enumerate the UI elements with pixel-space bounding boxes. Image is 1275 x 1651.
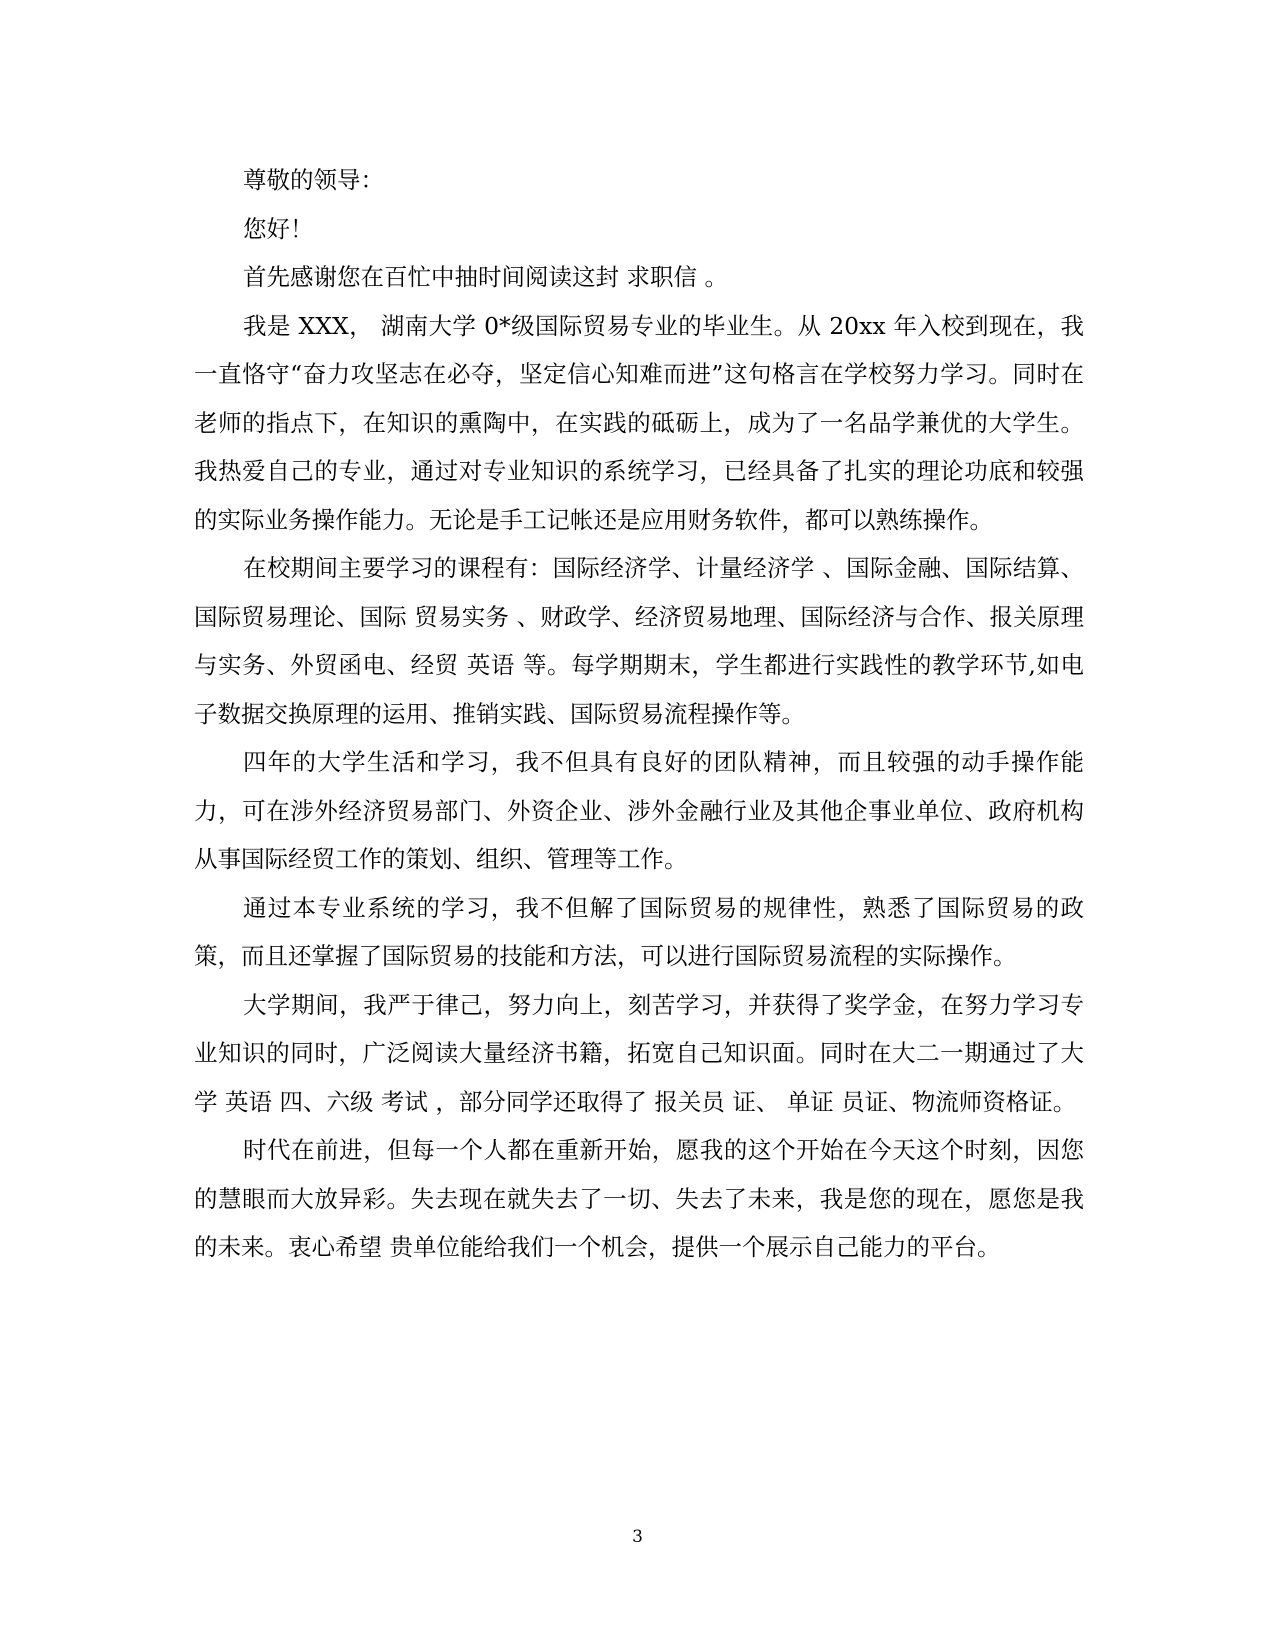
page-number: 3 [632, 1527, 643, 1547]
salutation: 尊敬的领导： [243, 166, 384, 194]
paragraph-knowledge: 通过本专业系统的学习，我不但解了国际贸易的规律性，熟悉了国际贸易的政策，而且还掌握了国际贸易的技能和方法，可以进行国际贸易流程的实际操作。 [194, 893, 1084, 970]
letter-body [194, 156, 1084, 1272]
paragraph-abilities: 四年的大学生活和学习，我不但具有良好的团队精神，而且较强的动手操作能力，可在涉外经济贸易部门、外资企业、涉外金融行业及其他企事业单位、政府机构从事国际经贸工作的策划、组织、管理等工作。 [194, 748, 1084, 873]
paragraph-closing: 时代在前进，但每一个人都在重新开始，愿我的这个开始在今天这个时刻，因您的慧眼而大放异彩。失去现在就失去了一切、失去了未来，我是您的现在，愿您是我的未来。衷心希望 贵单位能给我们一个机会，提供一个展示自己能力的平台。 [194, 1136, 1084, 1261]
paragraph-introduction: 我是 XXX， 湖南大学 0*级国际贸易专业的毕业生。从 20xx 年入校到现在，我一直恪守“奋力攻坚志在必夺，坚定信心知难而进”这句格言在学校努力学习。同时在老师的指点下，在知识的熏陶中，在实践的砥砺上，成为了一名品学兼优的大学生。我热爱自己的专业，通过对专业知识的系统学习，已经具备了扎实的理论功底和较强的实际业务操作能力。无论是手工记帐还是应用财务软件，都可以熟练操作。 [194, 311, 1084, 534]
paragraph-courses: 在校期间主要学习的课程有：国际经济学、计量经济学 、国际金融、国际结算、国际贸易理论、国际 贸易实务 、财政学、经济贸易地理、国际经济与合作、报关原理与实务、外贸函电、经贸 英语 等。每学期期末，学生都进行实践性的教学环节,如电子数据交换原理的运用、推销实践、国际贸易流程操作等。 [194, 554, 1084, 728]
paragraph-achievements: 大学期间，我严于律己，努力向上，刻苦学习，并获得了奖学金，在努力学习专业知识的同时，广泛阅读大量经济书籍，拓宽自己知识面。同时在大二一期通过了大学 英语 四、六级 考试 ，部分同学还取得了 报关员 证、 单证 员证、物流师资格证。 [194, 990, 1084, 1116]
greeting: 您好！ [243, 214, 314, 243]
paragraph-thanks: 首先感谢您在百忙中抽时间阅读这封 求职信 。 [243, 263, 728, 291]
